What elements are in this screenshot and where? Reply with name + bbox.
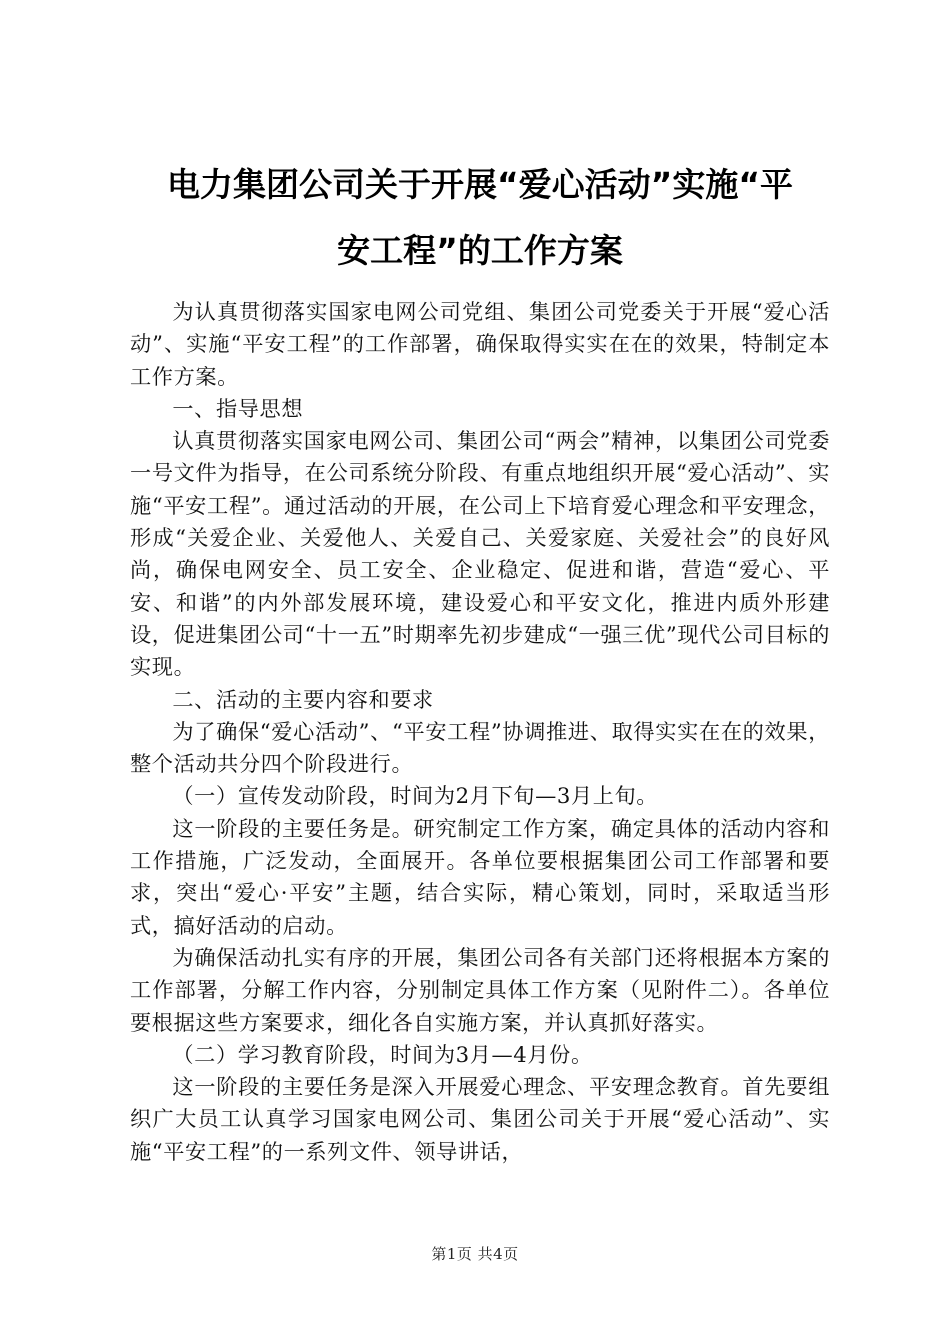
stage-2-heading: （二）学习教育阶段，时间为3月—4月份。	[172, 1041, 593, 1067]
stage-1-heading: （一）宣传发动阶段，时间为2月下旬—3月上旬。	[172, 783, 659, 809]
stage-1-departments-paragraph: 为确保活动扎实有序的开展，集团公司各有关部门还将根据本方案的工作部署，分解工作内容，分别制定具体工作方案（见附件二）。各单位要根据这些方案要求，细化各自实施方案，并认真抓好落实。	[130, 944, 830, 1035]
document-body	[130, 296, 830, 1168]
page-number-footer: 第1页 共4页	[431, 1245, 519, 1263]
section-heading-guiding-thought: 一、指导思想	[172, 395, 304, 421]
stage-1-tasks-paragraph: 这一阶段的主要任务是。研究制定工作方案，确定具体的活动内容和工作措施，广泛发动，全面展开。各单位要根据集团公司工作部署和要求，突出“爱心·平安”主题，结合实际，精心策划，同时，采取适当形式，搞好活动的启动。	[130, 815, 830, 938]
document-title	[130, 152, 830, 284]
stages-overview-paragraph: 为了确保“爱心活动”、“平安工程”协调推进、取得实实在在的效果，整个活动共分四个阶段进行。	[130, 718, 830, 777]
title-line-2: 安工程”的工作方案	[337, 231, 623, 270]
title-line-1: 电力集团公司关于开展“爱心活动”实施“平	[166, 165, 794, 204]
stage-2-tasks-paragraph: 这一阶段的主要任务是深入开展爱心理念、平安理念教育。首先要组织广大员工认真学习国家电网公司、集团公司关于开展“爱心活动”、实施“平安工程”的一系列文件、领导讲话，	[130, 1074, 830, 1164]
guiding-thought-paragraph: 认真贯彻落实国家电网公司、集团公司“两会”精神，以集团公司党委一号文件为指导，在公司系统分阶段、有重点地组织开展“爱心活动”、实施“平安工程”。通过活动的开展，在公司上下培育爱心理念和平安理念，形成“关爱企业、关爱他人、关爱自己、关爱家庭、关爱社会”的良好风尚，确保电网安全、员工安全、企业稳定、促进和谐，营造“爱心、平安、和谐”的内外部发展环境，建设爱心和平安文化，推进内质外形建设，促进集团公司“十一五”时期率先初步建成“一强三优”现代公司目标的实现。	[130, 428, 830, 680]
intro-paragraph: 为认真贯彻落实国家电网公司党组、集团公司党委关于开展“爱心活动”、实施“平安工程”的工作部署，确保取得实实在在的效果，特制定本工作方案。	[130, 299, 830, 389]
section-heading-main-content: 二、活动的主要内容和要求	[172, 686, 434, 712]
